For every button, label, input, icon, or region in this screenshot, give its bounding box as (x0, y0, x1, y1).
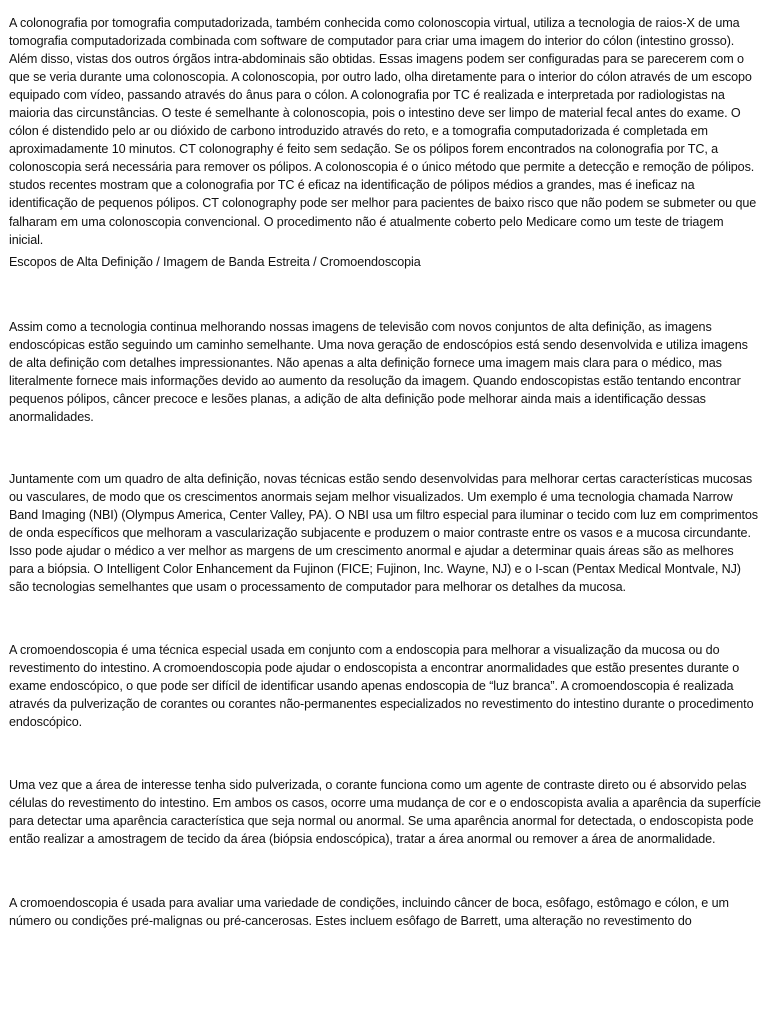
paragraph-chromoendoscopy-uses: A cromoendoscopia é usada para avaliar uma variedade de condições, incluindo câncer de boca, esôfago, estômago e cólon, e um número ou condições pré-malignas ou pré-cancerosas. Estes incluem esôfago de Barrett, uma alteração no revestimento do (9, 895, 729, 928)
paragraph-high-definition: Assim como a tecnologia continua melhorando nossas imagens de televisão com novos conjuntos de alta definição, as imagens endoscópicas estão seguindo um caminho semelhante. Uma nova geração de endoscópios está sendo desenvolvida e utiliza imagens de alta definição com detalhes impressionantes. Não apenas a alta definição fornece uma imagem mais clara para o médico, mas literalmente fornece mais informações devido ao aumento da resolução da imagem. Quando endoscopistas estão tentando encontrar pequenos pólipos, câncer precoce e lesões planas, a adição de alta definição pode melhorar ainda mais a identificação dessas anormalidades. (9, 319, 748, 424)
paragraph-ct-colonography: A colonografia por tomografia computadorizada, também conhecida como colonoscopia virtual, utiliza a tecnologia de raios-X de uma tomografia computadorizada combinada com software de computador para criar uma imagem do interior do cólon (intestino grosso). Além disso, vistas dos outros órgãos intra-abdominais são obtidas. Essas imagens podem ser configuradas para se parecerem com o que se veria durante uma colonoscopia. A colonoscopia, por outro lado, olha diretamente para o interior do cólon através de um escopo equipado com vídeo, passando através do ânus para o cólon. A colonografia por TC é realizada e interpretada por radiologistas na maioria das circunstâncias. O teste é semelhante à colonoscopia, pois o intestino deve ser limpo de material fecal antes do exame. O cólon é distendido pelo ar ou dióxido de carbono introduzido através do reto, e a tomografia computadorizada é completada em aproximadamente 10 minutos. CT colonography é feito sem sedação. Se os pólipos forem encontrados na colonografia por TC, a colonoscopia será necessária para remover os pólipos. A colonoscopia é o único método que permite a detecção e remoção de pólipos. studos recentes mostram que a colonografia por TC é eficaz na identificação de pólipos médios a grandes, mas é ineficaz na identificação de pequenos pólipos. CT colonography pode ser melhor para pacientes de baixo risco que não podem se submeter ou que falharam em uma colonoscopia convencional. O procedimento não é atualmente coberto pelo Medicare como um teste de triagem inicial. (9, 16, 757, 247)
paragraph-dye-contrast: Uma vez que a área de interesse tenha sido pulverizada, o corante funciona como um agente de contraste direto ou é absorvido pelas células do revestimento do intestino. Em ambos os casos, ocorre uma mudança de cor e o endoscopista avalia a aparência da superfície para detectar uma aparência característica que seja normal ou anormal. Se uma aparência anormal for detectada, o endoscopista pode então realizar a amostragem de tecido da área (biópsia endoscópica), tratar a área anormal ou remover a área de anormalidade. (9, 777, 761, 846)
document-page (9, 14, 761, 930)
paragraph-narrow-band-imaging: Juntamente com um quadro de alta definição, novas técnicas estão sendo desenvolvidas para melhorar certas características mucosas ou vasculares, de modo que os crescimentos anormais sejam melhor visualizados. Um exemplo é uma tecnologia chamada Narrow Band Imaging (NBI) (Olympus America, Center Valley, PA). O NBI usa um filtro especial para iluminar o tecido com luz em comprimentos de onda específicos que melhoram a vascularização subjacente e produzem o maior contraste entre os vasos e a mucosa circundante. Isso pode ajudar o médico a ver melhor as margens de um crescimento anormal e ajudar a determinar quais áreas são as melhores para a biópsia. O Intelligent Color Enhancement da Fujinon (FICE; Fujinon, Inc. Wayne, NJ) e o I-scan (Pentax Medical Montvale, NJ) são tecnologias semelhantes que usam o processamento de computador para melhorar os detalhes da mucosa. (9, 471, 758, 595)
paragraph-chromoendoscopy-intro: A cromoendoscopia é uma técnica especial usada em conjunto com a endoscopia para melhorar a visualização da mucosa ou do revestimento do intestino. A cromoendoscopia pode ajudar o endoscopista a encontrar anormalidades que estão presentes durante o exame endoscópico, o que pode ser difícil de identificar usando apenas endoscopia de “luz branca”. A cromoendoscopia é realizada através da pulverização de corantes ou corantes não-permanentes especializados no revestimento do intestino durante o procedimento endoscópico. (9, 643, 754, 730)
section-heading: Escopos de Alta Definição / Imagem de Banda Estreita / Cromoendoscopia (9, 254, 421, 269)
